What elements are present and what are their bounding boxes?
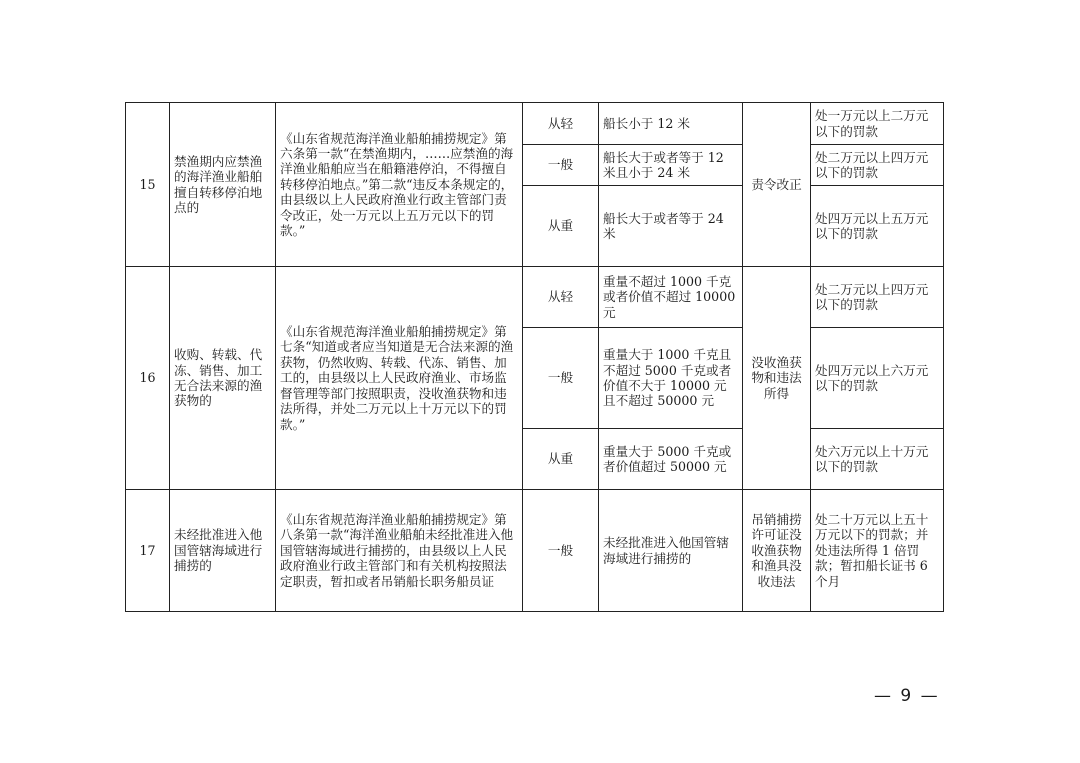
- circumstance: 重量不超过 1000 千克或者价值不超过 10000 元: [599, 267, 743, 328]
- discretion-level: 一般: [523, 490, 599, 612]
- item-number: 16: [126, 267, 170, 490]
- penalty-standard: 处二十万元以上五十万元以下的罚款；并处违法所得 1 倍罚款；暂扣船长证书 6 个月: [811, 490, 944, 612]
- violation-behavior: 收购、转载、代冻、销售、加工无合法来源的渔获物的: [170, 267, 276, 490]
- discretion-level: 一般: [523, 145, 599, 186]
- discretion-level: 从轻: [523, 267, 599, 328]
- penalty-action: 没收渔获物和违法所得: [743, 267, 811, 490]
- circumstance: 重量大于 5000 千克或者价值超过 50000 元: [599, 429, 743, 490]
- item-number: 15: [126, 103, 170, 267]
- penalty-standards-table: [125, 102, 944, 612]
- item-number: 17: [126, 490, 170, 612]
- table-row: [126, 267, 944, 328]
- table-row: [126, 490, 944, 612]
- violation-behavior: 未经批准进入他国管辖海域进行捕捞的: [170, 490, 276, 612]
- penalty-standard: 处二万元以上四万元以下的罚款: [811, 145, 944, 186]
- circumstance: 船长大于或者等于 12 米且小于 24 米: [599, 145, 743, 186]
- penalty-action: 吊销捕捞许可证没收渔获物和渔具没收违法: [743, 490, 811, 612]
- legal-basis: 《山东省规范海洋渔业船舶捕捞规定》第八条第一款“海洋渔业船舶未经批准进入他国管辖海域进行捕捞的，由县级以上人民政府渔业行政主管部门和有关机构按照法定职责，暂扣或者吊销船长职务船员证: [276, 490, 523, 612]
- page-number: — 9 —: [874, 686, 940, 706]
- discretion-level: 从重: [523, 186, 599, 267]
- penalty-standard: 处二万元以上四万元以下的罚款: [811, 267, 944, 328]
- penalty-action: 责令改正: [743, 103, 811, 267]
- circumstance: 重量大于 1000 千克且不超过 5000 千克或者价值不大于 10000 元且不超过 50000 元: [599, 328, 743, 429]
- violation-behavior: 禁渔期内应禁渔的海洋渔业船舶擅自转移停泊地点的: [170, 103, 276, 267]
- discretion-level: 从轻: [523, 103, 599, 145]
- circumstance: 未经批准进入他国管辖海域进行捕捞的: [599, 490, 743, 612]
- penalty-standard: 处四万元以上六万元以下的罚款: [811, 328, 944, 429]
- penalty-standard: 处四万元以上五万元以下的罚款: [811, 186, 944, 267]
- legal-basis: 《山东省规范海洋渔业船舶捕捞规定》第七条“知道或者应当知道是无合法来源的渔获物，仍然收购、转载、代冻、销售、加工的，由县级以上人民政府渔业、市场监督管理等部门按照职责，没收渔获物和违法所得，并处二万元以上十万元以下的罚款。”: [276, 267, 523, 490]
- circumstance: 船长小于 12 米: [599, 103, 743, 145]
- penalty-standard: 处六万元以上十万元以下的罚款: [811, 429, 944, 490]
- legal-basis: 《山东省规范海洋渔业船舶捕捞规定》第六条第一款“在禁渔期内，……应禁渔的海洋渔业船舶应当在船籍港停泊，不得擅自转移停泊地点。”第二款“违反本条规定的，由县级以上人民政府渔业行政主管部门责令改正，处一万元以上五万元以下的罚款。”: [276, 103, 523, 267]
- discretion-level: 从重: [523, 429, 599, 490]
- discretion-level: 一般: [523, 328, 599, 429]
- penalty-standard: 处一万元以上二万元以下的罚款: [811, 103, 944, 145]
- table-row: [126, 103, 944, 145]
- circumstance: 船长大于或者等于 24 米: [599, 186, 743, 267]
